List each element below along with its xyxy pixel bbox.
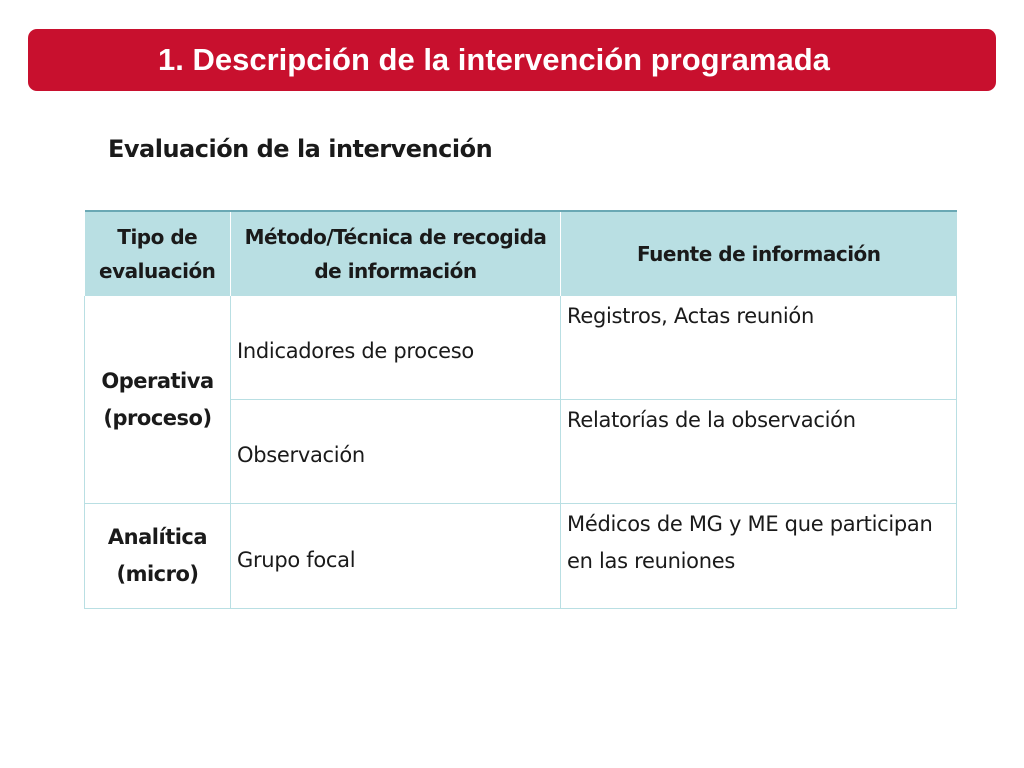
source-cell: Registros, Actas reunión <box>561 296 957 400</box>
method-cell: Grupo focal <box>231 504 561 609</box>
header-row <box>85 211 957 296</box>
method-cell: Indicadores de proceso <box>231 296 561 400</box>
evaluation-type-cell: Operativa (proceso) <box>85 296 231 504</box>
header-method: Método/Técnica de recogida de información <box>231 211 561 296</box>
evaluation-type-cell: Analítica (micro) <box>85 504 231 609</box>
source-cell: Relatorías de la observación <box>561 400 957 504</box>
evaluation-table <box>84 210 957 609</box>
source-cell: Médicos de MG y ME que participan en las reuniones <box>561 504 957 609</box>
section-subtitle: Evaluación de la intervención <box>108 135 493 163</box>
table-header <box>85 211 957 296</box>
table-row <box>85 504 957 609</box>
header-source: Fuente de información <box>561 211 957 296</box>
header-evaluation-type: Tipo de evaluación <box>85 211 231 296</box>
slide-title: 1. Descripción de la intervención programada <box>158 42 830 77</box>
table-body <box>85 296 957 609</box>
table-row <box>85 296 957 400</box>
title-banner <box>28 29 996 91</box>
method-cell: Observación <box>231 400 561 504</box>
